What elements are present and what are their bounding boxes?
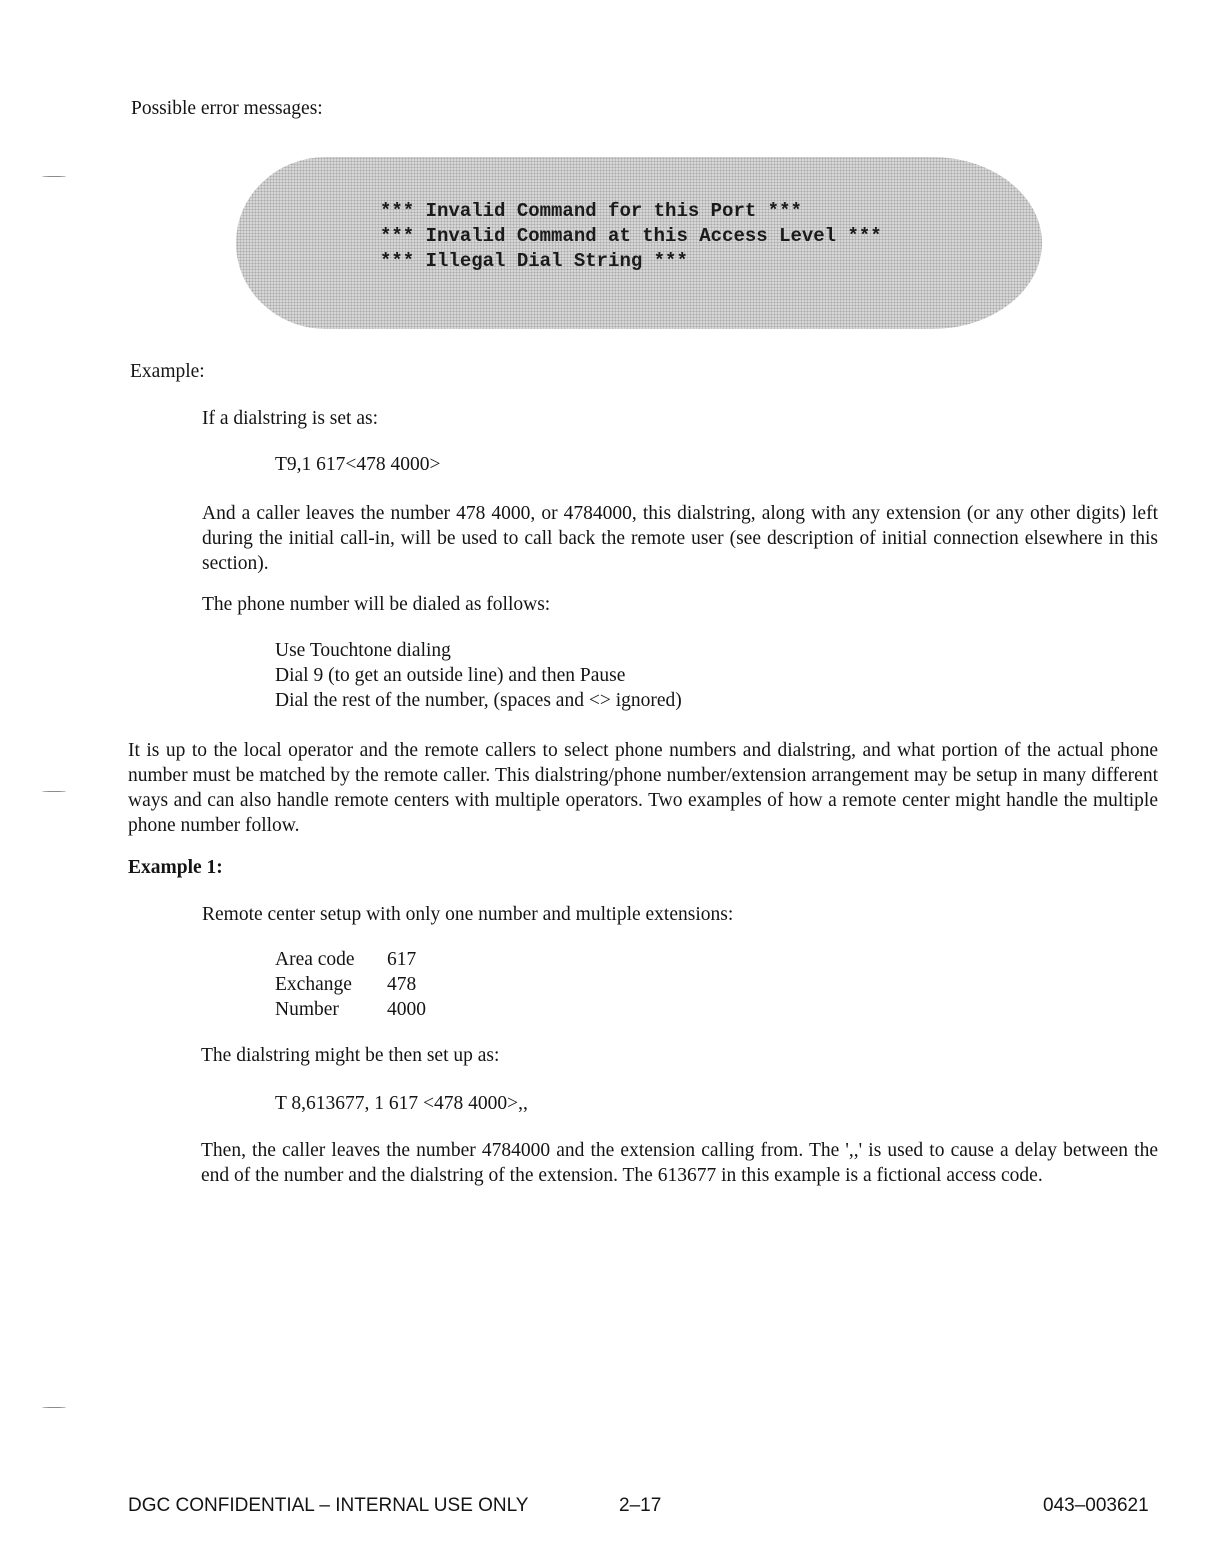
table-row-label: Exchange <box>275 974 352 995</box>
table-row-value: 617 <box>387 949 417 970</box>
footer-document-number: 043–003621 <box>1043 1495 1149 1516</box>
table-row <box>275 947 426 972</box>
example1-number-table <box>275 947 426 1022</box>
error-message-line: *** Invalid Command for this Port *** <box>380 200 802 222</box>
dial-step: Dial the rest of the number, (spaces and <> ignored) <box>275 690 682 711</box>
table-row <box>275 972 426 997</box>
dialed-intro: The phone number will be dialed as follows: <box>202 594 551 615</box>
general-paragraph: It is up to the local operator and the remote callers to select phone numbers and dialstring, and what portion of the actual phone number must be matched by the remote caller. This dialstring/phone number/extension arrangement may be setup in many different ways and can also handle remote centers with multiple operators. Two examples of how a remote center might handle the multiple phone number follow. <box>128 740 1158 836</box>
table-row <box>275 997 426 1022</box>
example1-paragraph: Then, the caller leaves the number 4784000 and the extension calling from. The ',,' is used to cause a delay between the end of the number and the dialstring of the extension. The 613677 in this example is a fictional access code. <box>201 1140 1158 1186</box>
error-messages-heading: Possible error messages: <box>131 98 323 119</box>
example1-heading: Example 1: <box>128 857 223 878</box>
example-heading: Example: <box>130 361 205 382</box>
table-row-value: 478 <box>387 974 417 995</box>
footer-page-number: 2–17 <box>619 1495 662 1516</box>
margin-mark-middle <box>42 791 66 792</box>
error-message-line: *** Illegal Dial String *** <box>380 250 688 272</box>
margin-mark-bottom <box>42 1407 66 1408</box>
table-row-value: 4000 <box>387 999 426 1020</box>
example-intro: If a dialstring is set as: <box>202 408 379 429</box>
error-message-line: *** Invalid Command at this Access Level *** <box>380 225 882 247</box>
example-dialstring: T9,1 617<478 4000> <box>275 454 441 475</box>
example1-dialstring-intro: The dialstring might be then set up as: <box>201 1045 500 1066</box>
dial-step: Use Touchtone dialing <box>275 640 451 661</box>
footer-confidential: DGC CONFIDENTIAL – INTERNAL USE ONLY <box>128 1495 529 1516</box>
table-row-label: Number <box>275 999 339 1020</box>
example1-intro: Remote center setup with only one number and multiple extensions: <box>202 904 734 925</box>
error-messages-screen <box>236 157 1042 329</box>
dial-steps-list <box>275 638 682 713</box>
error-message-list <box>380 199 882 274</box>
dial-step: Dial 9 (to get an outside line) and then Pause <box>275 665 626 686</box>
example-paragraph: And a caller leaves the number 478 4000, or 4784000, this dialstring, along with any extension (or any other digits) left during the initial call-in, will be used to call back the remote user (see description of initial connection elsewhere in this section). <box>202 503 1158 574</box>
example1-dialstring: T 8,613677, 1 617 <478 4000>,, <box>275 1093 528 1114</box>
table-row-label: Area code <box>275 949 355 970</box>
margin-mark-top <box>42 176 66 177</box>
